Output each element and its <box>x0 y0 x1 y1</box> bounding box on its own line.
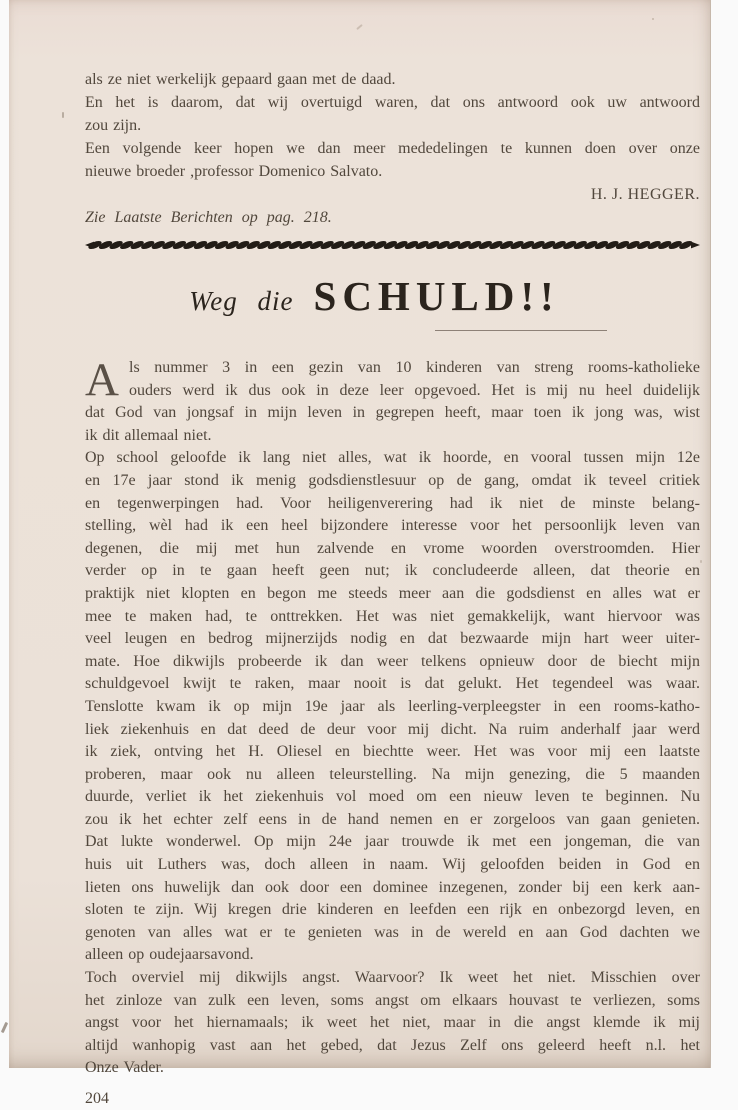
paragraph <box>85 354 700 447</box>
text-line: alleen op oudejaarsavond. <box>85 946 254 964</box>
text-line: als ze niet werkelijk gepaard gaan met de daad. <box>85 71 396 88</box>
paper-speck <box>1 1022 8 1033</box>
text-line: ik ziek, ontving het H. Oliesel en biechtte weer. Het was voor mij een laatste <box>85 743 700 761</box>
text-line: duurde, verliet ik het ziekenhuis vol moed om een nieuw leven te beginnen. Nu <box>85 788 700 806</box>
book-page <box>9 0 711 1107</box>
article-title <box>85 273 700 324</box>
text-line: en 17e jaar stond ik menig godsdienstlesuur op de gang, omdat ik teveel critiek <box>85 471 700 489</box>
page-number: 204 <box>85 1090 109 1107</box>
text-line: praktijk niet klopten en begon me steeds meer aan die godsdienst en alles wat er <box>85 584 700 602</box>
text-line: Een volgende keer hopen we dan meer mededelingen te kunnen doen over onze <box>85 140 700 157</box>
text-line: ouders werd ik dus ook in deze leer opgevoed. Het is mij nu heel duidelijk <box>129 381 700 399</box>
text-line: Tenslotte kwam ik op mijn 19e jaar als leerling-verpleegster in een rooms-katho- <box>85 697 700 715</box>
title-prefix: Weg die <box>189 286 294 316</box>
text-line: mee te maken had, te onttrekken. Het was niet gemakkelijk, want hiervoor was <box>85 607 700 625</box>
text-line: veel leugen en bedrog mijnerzijds nodig en dat bezwaarde mijn hart weer uiter- <box>85 630 700 648</box>
text-line: Op school geloofde ik lang niet alles, wat ik hoorde, en vooral tussen mijn 12e <box>85 449 700 467</box>
text-line: schuldgevoel kwijt te raken, maar nooit is dat gelukt. Het tegendeel was waar. <box>85 675 700 693</box>
text-line: huis uit Luthers was, doch alleen in naam. Wij geloofden beiden in God en <box>85 856 700 874</box>
text-line: sloten te zijn. Wij kregen drie kinderen en leefden een rijk en onbezorgd leven, en <box>85 901 700 919</box>
text-line: zou ik het echter zelf eens in de hand nemen en er zorgeloos van gaan genieten. <box>85 810 700 828</box>
rope-divider <box>85 239 700 251</box>
signature: H. J. HEGGER. <box>590 186 700 203</box>
text-line: Onze Vader. <box>85 1059 164 1077</box>
text-line: En het is daarom, dat wij overtuigd waren, dat ons antwoord ook uw antwoord <box>85 94 700 111</box>
text-line: genoten van alles wat er te genieten was in de wereld en aan God dachten we <box>85 923 700 941</box>
text-line: verder op in te gaan heeft geen nut; ik concludeerde alleen, dat theorie en <box>85 562 700 580</box>
text-line: proberen, maar ook nu alleen teleurstelling. Na mijn genezing, die 5 maanden <box>85 765 700 783</box>
text-line: en tegenwerpingen had. Voor heiligenverering had ik niet de minste belang- <box>85 494 700 512</box>
text-line: Dat lukte wonderwel. Op mijn 24e jaar trouwde ik met een jongeman, die van <box>85 833 700 851</box>
title-underline <box>435 330 607 331</box>
text-line: zou zijn. <box>85 117 142 134</box>
intro-text <box>85 68 700 183</box>
text-line: ls nummer 3 in een gezin van 10 kinderen van streng rooms-katholieke <box>129 359 700 376</box>
text-line: angst voor het hiernamaals; ik weet het niet, maar in die angst klemde ik mij <box>85 1014 700 1032</box>
text-line: Toch overviel mij dikwijls angst. Waarvoor? Ik weet het niet. Misschien over <box>85 969 700 987</box>
text-line: ik dit allemaal niet. <box>85 426 212 444</box>
reference-note: Zie Laatste Berichten op pag. 218. <box>85 209 332 226</box>
article-body <box>85 354 700 1080</box>
text-line: mate. Hoe dikwijls probeerde ik dan weer telkens opnieuw door de biecht mijn <box>85 652 700 670</box>
text-line: liek ziekenhuis en dat deed de deur voor mij dicht. Na ruim anderhalf jaar werd <box>85 720 700 738</box>
text-line: nieuwe broeder ,professor Domenico Salvato. <box>85 163 383 180</box>
title-main: SCHULD!! <box>313 273 560 319</box>
paragraph <box>85 447 700 696</box>
text-line: dat God van jongsaf in mijn leven in gegrepen heeft, maar toen ik jong was, wist <box>85 404 700 422</box>
text-line: lieten ons huwelijk dan ook door een dominee inzegenen, zonder bij een kerk aan- <box>85 878 700 896</box>
intro-section <box>85 68 700 229</box>
paragraph <box>85 696 700 967</box>
drop-cap: A <box>85 354 119 406</box>
text-line: het zinloze van zulk een leven, soms angst om elkaars houvast te verliezen, soms <box>85 991 700 1009</box>
text-line: stelling, wèl had ik een heel bijzondere interesse voor het persoonlijk leven van <box>85 517 700 535</box>
page-content <box>85 0 700 1110</box>
text-line: degenen, die mij met hun zalvende en vrome woorden overstroomden. Hier <box>85 539 700 557</box>
text-line: altijd wanhopig vast aan het gebed, dat Jezus Zelf ons geleerd heeft n.l. het <box>85 1036 700 1054</box>
paragraph <box>85 967 700 1080</box>
